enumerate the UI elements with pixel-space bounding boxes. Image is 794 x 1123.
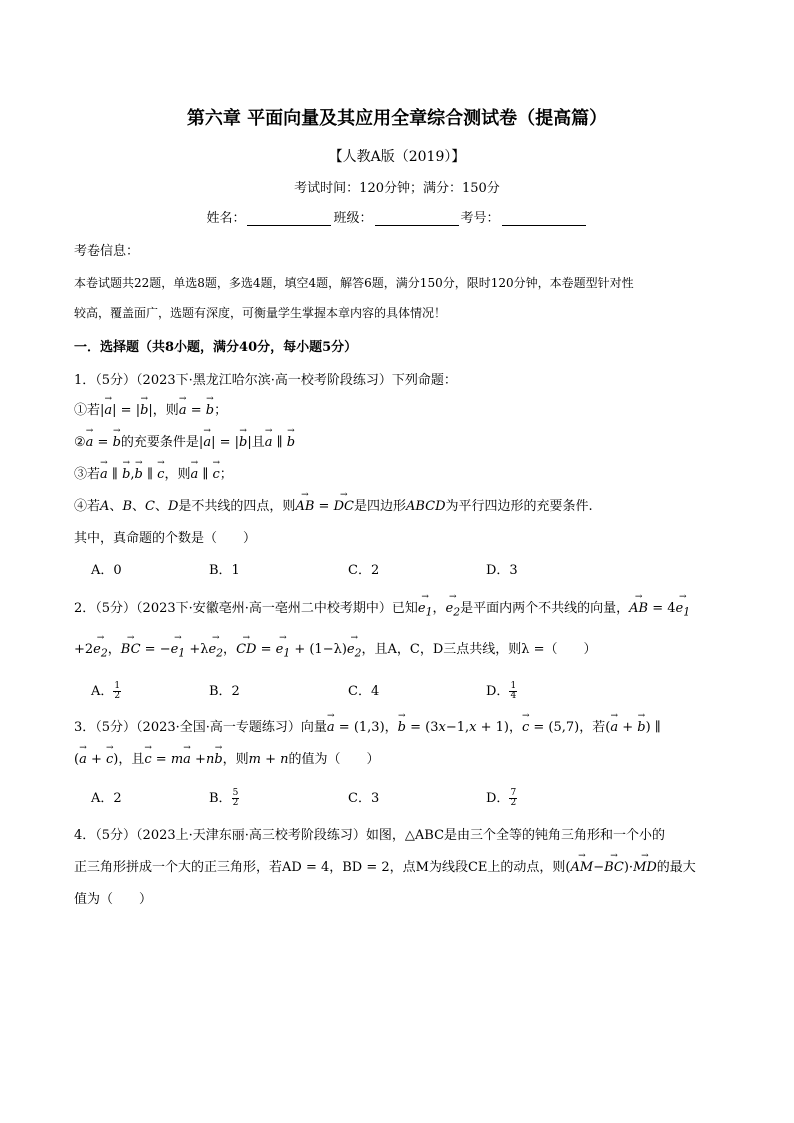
exam-meta: 考试时间：120分钟；满分：150分 [294, 181, 500, 196]
edition-label: 【人教A版（2019）】 [328, 149, 466, 165]
q3-option-a[interactable]: A．2 [91, 791, 122, 806]
number-blank[interactable] [502, 211, 586, 226]
q2-option-d[interactable]: D． $\frac{1}{4}$ [486, 681, 517, 701]
q3-option-d[interactable]: D． $\frac{7}{2}$ [486, 788, 517, 808]
q4-stem-line-3: 值为（ ） [74, 892, 153, 907]
name-blank[interactable] [247, 211, 331, 226]
page-title: 第六章 平面向量及其应用全章综合测试卷（提高篇） [186, 108, 608, 129]
q1-item-3: ③若→ a ∥ → b,→ b ∥ → c，则→ a ∥ → c； [74, 463, 233, 482]
q1-closing: 其中，真命题的个数是（ ） [74, 531, 257, 546]
q4-stem: 4．（5分）（2023上·天津东丽·高三校考阶段练习）如图，△ABC是由三个全等的钝角三角形和一个小的 [74, 828, 666, 843]
q2-option-c[interactable]: C．4 [348, 684, 380, 699]
q2-stem-continued: $+2\to e_2$，→ BC = −→ $e_1 +\lambda\to e_2$，→ CD = → $e_1 + (1-\lambda)\to e_2$，且A，C，D三点共线，则λ =（ ） [74, 638, 597, 660]
q1-item-1: ①若|→ a| = |→ b|，则→ a = → b； [74, 399, 227, 418]
q3-stem: 3．（5分）（2023·全国·高一专题练习）向量→ a = (1,3)，→ b = (3x−1,x + 1)，→ c = (5,7)，若(→ a + → b) ∥ [74, 716, 661, 735]
q3-option-c[interactable]: C．3 [348, 791, 380, 806]
q2-option-b[interactable]: B．2 [209, 684, 240, 699]
q1-option-a[interactable]: A．0 [91, 563, 122, 578]
q1-option-c[interactable]: C．2 [348, 563, 380, 578]
q4-stem-line-2: 正三角形拼成一个大的正三角形，若AD = 4，BD = 2，点M为线段CE上的动点，则(→ AM−→ BC)·→ MD的最大 [74, 856, 696, 875]
q1-option-d[interactable]: D．3 [486, 563, 518, 578]
class-label: 班级： [333, 211, 373, 226]
section-heading: 一．选择题（共8小题，满分40分，每小题5分） [74, 340, 358, 355]
q1-item-4: ④若A、B、C、D是不共线的四点，则→ AB = → DC是四边形ABCD为平行四边形的充要条件. [74, 495, 593, 514]
q1-stem: 1．（5分）（2023下·黑龙江哈尔滨·高一校考阶段练习）下列命题： [74, 373, 457, 388]
number-label: 考号： [460, 211, 500, 226]
q2-option-a[interactable]: A． $\frac{1}{2}$ [91, 681, 121, 701]
info-label: 考卷信息： [74, 244, 140, 259]
info-line-1: 本卷试题共22题，单选8题，多选4题，填空4题，解答6题，满分150分，限时120分钟，本卷题型针对性 [74, 276, 634, 290]
q3-stem-continued: (→ a + → c)，且→ c = m→ a +n→ b，则m + n的值为（ ） [74, 748, 380, 767]
name-label: 姓名： [206, 211, 246, 226]
student-fields [0, 207, 794, 226]
info-line-2: 较高，覆盖面广，选题有深度，可衡量学生掌握本章内容的具体情况！ [74, 306, 447, 320]
q2-stem: 2．（5分）（2023下·安徽亳州·高一亳州二中校考期中）已知→ $e_1$，→ $e_2$是平面内两个不共线的向量，→ AB = $4\to e_1$ [74, 597, 690, 619]
q1-option-b[interactable]: B．1 [209, 563, 240, 578]
q3-option-b[interactable]: B． $\frac{5}{2}$ [209, 788, 239, 808]
q1-item-2: ②→ a = → b的充要条件是|→ a| = |→ b|且→ a ∥ → b [74, 431, 295, 450]
class-blank[interactable] [375, 211, 459, 226]
